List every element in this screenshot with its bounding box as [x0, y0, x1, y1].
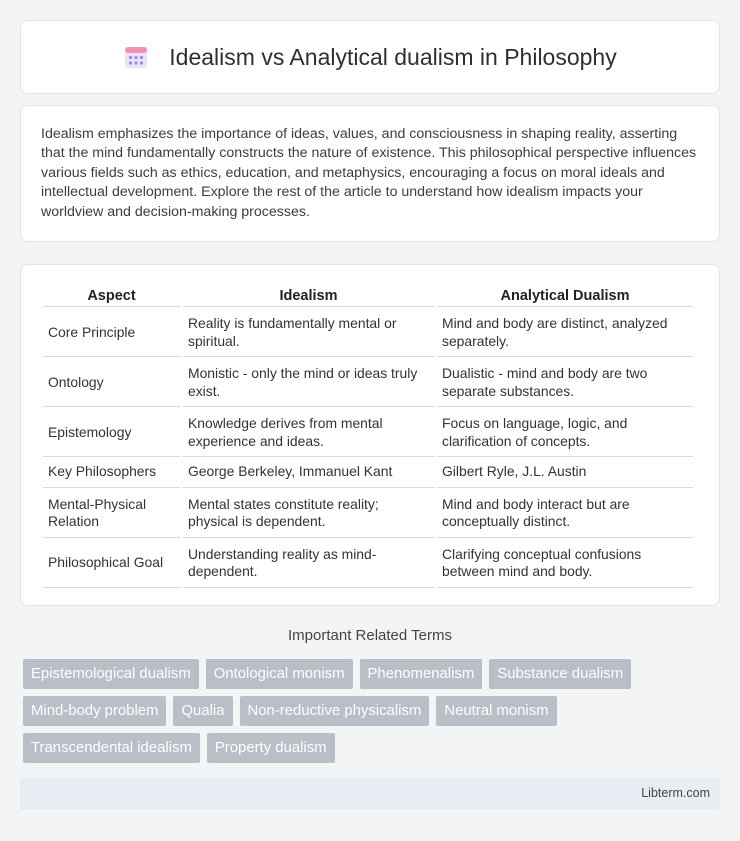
related-terms-heading: Important Related Terms — [288, 627, 452, 644]
footer — [20, 777, 720, 810]
table-cell: Ontology — [43, 357, 180, 407]
intro-text: Idealism emphasizes the importance of ideas, values, and consciousness in shaping reality, asserting that the mind fundamentally constructs the nature of existence. This philosophical perspective influences various fields such as ethics, education, and metaphysics, encouraging a focus on moral ideals and intellectual development. Explore the rest of the article to understand how idealism impacts your worldview and decision-making processes. — [41, 126, 697, 220]
table-cell: Mind and body interact but are conceptually distinct. — [437, 488, 693, 538]
table-cell: Mental-Physical Relation — [43, 488, 180, 538]
related-term-tag[interactable]: Transcendental idealism — [23, 733, 200, 763]
comparison-table — [40, 285, 696, 588]
table-row — [43, 407, 693, 457]
table-cell: Understanding reality as mind-dependent. — [183, 538, 434, 588]
column-header-analytical-dualism: Analytical Dualism — [437, 285, 693, 307]
related-term-tag[interactable]: Mind-body problem — [23, 696, 166, 726]
table-cell: Knowledge derives from mental experience and ideas. — [183, 407, 434, 457]
related-term-tag[interactable]: Non-reductive physicalism — [240, 696, 430, 726]
table-row — [43, 457, 693, 488]
related-term-tag[interactable]: Property dualism — [207, 733, 335, 763]
related-term-tag[interactable]: Epistemological dualism — [23, 659, 199, 689]
related-terms-list — [23, 659, 703, 770]
table-cell: Gilbert Ryle, J.L. Austin — [437, 457, 693, 488]
table-cell: George Berkeley, Immanuel Kant — [183, 457, 434, 488]
table-cell: Mental states constitute reality; physical is dependent. — [183, 488, 434, 538]
related-term-tag[interactable]: Ontological monism — [206, 659, 353, 689]
column-header-idealism: Idealism — [183, 285, 434, 307]
related-term-tag[interactable]: Neutral monism — [436, 696, 556, 726]
table-header-row — [43, 285, 693, 307]
table-cell: Core Principle — [43, 307, 180, 357]
table-cell: Epistemology — [43, 407, 180, 457]
table-cell: Reality is fundamentally mental or spiritual. — [183, 307, 434, 357]
table-row — [43, 307, 693, 357]
footer-site-link[interactable]: Libterm.com — [641, 786, 710, 800]
table-cell: Mind and body are distinct, analyzed separately. — [437, 307, 693, 357]
table-cell: Philosophical Goal — [43, 538, 180, 588]
calendar-icon — [123, 44, 149, 70]
table-cell: Focus on language, logic, and clarification of concepts. — [437, 407, 693, 457]
table-row — [43, 357, 693, 407]
related-term-tag[interactable]: Qualia — [173, 696, 232, 726]
table-cell: Dualistic - mind and body are two separate substances. — [437, 357, 693, 407]
table-cell: Key Philosophers — [43, 457, 180, 488]
table-row — [43, 488, 693, 538]
related-term-tag[interactable]: Phenomenalism — [360, 659, 483, 689]
page-title: Idealism vs Analytical dualism in Philosophy — [169, 43, 617, 70]
comparison-card — [20, 264, 720, 606]
table-row — [43, 538, 693, 588]
intro-card — [20, 105, 720, 242]
table-cell: Clarifying conceptual confusions between mind and body. — [437, 538, 693, 588]
title-card — [20, 20, 720, 94]
related-term-tag[interactable]: Substance dualism — [489, 659, 631, 689]
column-header-aspect: Aspect — [43, 285, 180, 307]
table-cell: Monistic - only the mind or ideas truly exist. — [183, 357, 434, 407]
